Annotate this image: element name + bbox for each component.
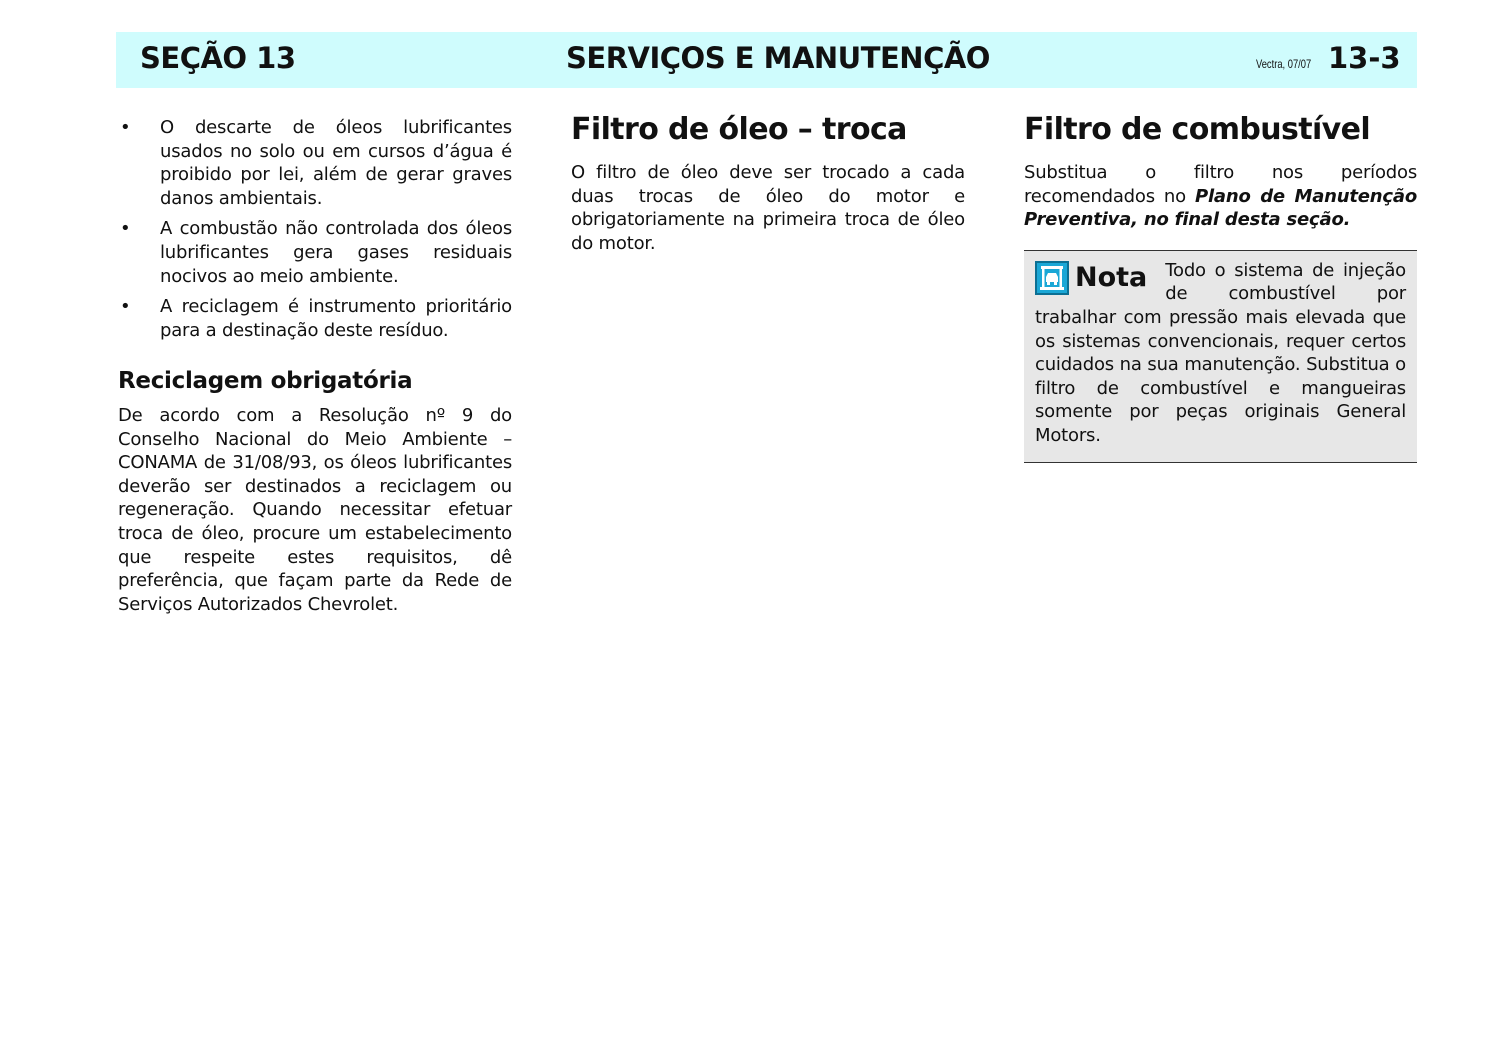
bullet-icon: • [120,296,131,318]
bullet-list [118,116,512,342]
list-item [118,217,512,288]
bullet-icon: • [120,117,131,138]
oil-filter-body: O filtro de óleo deve ser trocado a cada duas trocas de óleo do motor e obrigatoriamente na primeira troca de óleo do motor. [571,162,965,254]
car-lift-icon [1035,261,1069,295]
section-title: SERVIÇOS E MANUTENÇÃO [566,41,990,75]
section-number: SEÇÃO 13 [140,41,296,75]
bullet-text: O descarte de óleos lubrificantes usados no solo ou em cursos d’água é proibido por lei, além de gerar graves danos ambientais. [160,117,512,209]
note-box [1024,250,1417,463]
recycling-body: De acordo com a Resolução nº 9 do Conselho Nacional do Meio Ambiente – CONAMA de 31/08/93, os óleos lubrificantes deverão ser destinados a reciclagem ou regeneração. Quando necessitar efetuar troca de óleo, procure um estabelecimento que respeite estes requisitos, dê preferência, que façam parte da Rede de Serviços Autorizados Chevrolet. [118,404,512,615]
left-column [118,116,512,616]
fuel-filter-heading: Filtro de combustível [1024,112,1371,147]
note-header [1035,261,1147,295]
middle-column [571,111,965,255]
bullet-icon: • [120,218,131,240]
fuel-filter-body [1024,161,1417,232]
note-label: Nota [1075,261,1148,293]
list-item [118,116,512,210]
bullet-text: A reciclagem é instrumento prioritário para a destinação deste resíduo. [160,296,512,341]
page-number: 13-3 [1328,41,1401,75]
recycling-heading: Reciclagem obrigatória [118,368,413,395]
note-text: Todo o sistema de injeção de combustível por trabalhar com pressão mais elevada que os sistemas convencionais, requer certos cuidados na sua manutenção. Substitua o filtro de combustível e mangueiras somente por peças originais General Motors. [1035,259,1406,446]
right-column [1024,111,1417,463]
bullet-text: A combustão não controlada dos óleos lubrificantes gera gases residuais nocivos ao meio ambiente. [160,218,512,287]
page-header [116,32,1417,88]
maintenance-plan-reference: Plano de Manutenção Preventiva, no final desta seção. [1024,185,1417,231]
fuel-filter-body-text: Substitua o filtro nos períodos recomendados no [1024,162,1417,207]
oil-filter-heading: Filtro de óleo – troca [571,112,907,147]
edition-label: Vectra, 07/07 [1256,57,1312,71]
list-item [118,295,512,342]
